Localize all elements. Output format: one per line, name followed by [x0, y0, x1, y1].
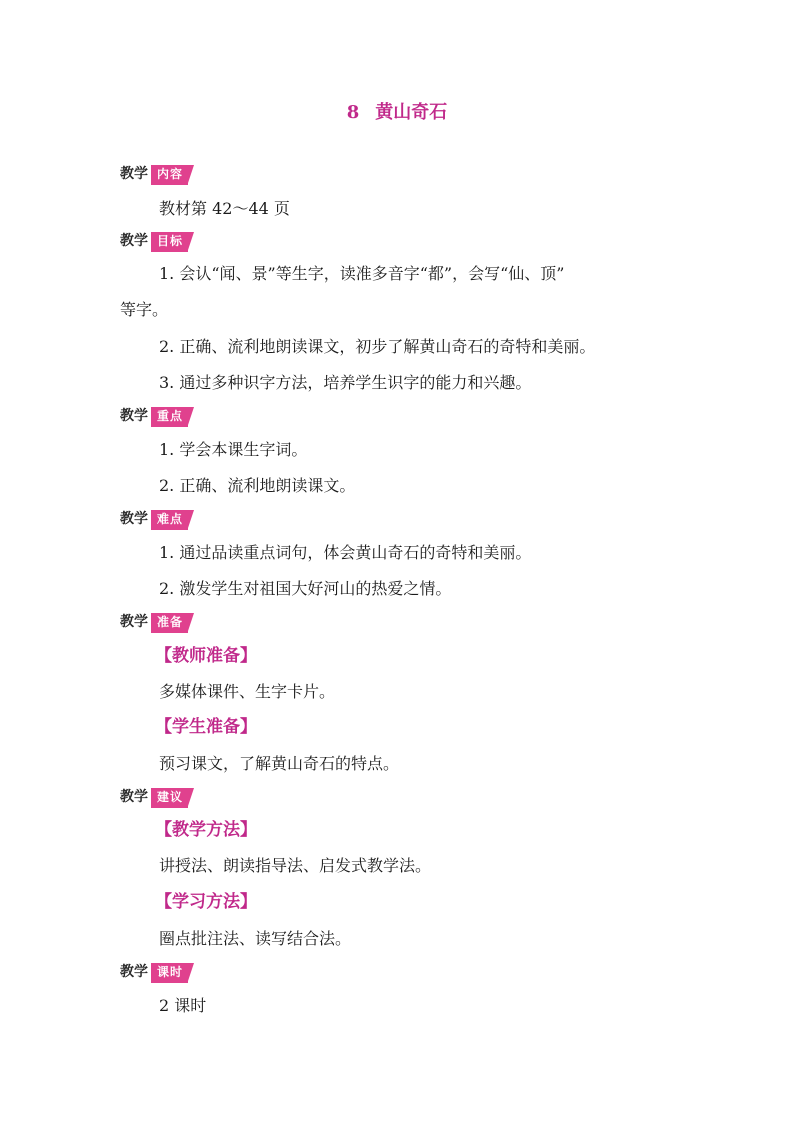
section-label-prepare [120, 611, 188, 633]
label-main: 教学 [120, 166, 148, 182]
label-tag: 准备 [151, 613, 188, 633]
label-main: 教学 [120, 789, 148, 805]
student-prep-text: 预习课文，了解黄山奇石的特点。 [159, 754, 400, 773]
label-tag: 难点 [151, 510, 188, 530]
learning-method-heading: 【学习方法】 [155, 892, 257, 912]
label-main: 教学 [120, 233, 148, 249]
label-tag: 建议 [151, 788, 188, 808]
difficult-line-2: 2. 激发学生对祖国大好河山的热爱之情。 [159, 579, 452, 598]
label-tag: 重点 [151, 407, 188, 427]
content-text: 教材第 42～44 页 [159, 199, 290, 218]
period-text: 2 课时 [159, 996, 207, 1015]
learning-method-text: 圈点批注法、读写结合法。 [159, 929, 352, 948]
key-line-1: 1. 学会本课生字词。 [159, 440, 308, 459]
label-main: 教学 [120, 408, 148, 424]
section-label-goals [120, 230, 188, 252]
label-main: 教学 [120, 614, 148, 630]
section-label-key [120, 405, 188, 427]
teaching-method-heading: 【教学方法】 [155, 820, 257, 840]
goal-line-1: 1. 会认“闻、景”等生字，读准多音字“都”，会写“仙、顶” [159, 264, 565, 283]
student-prep-heading: 【学生准备】 [155, 717, 257, 737]
section-label-period [120, 961, 188, 983]
section-label-content [120, 163, 188, 185]
label-tag: 内容 [151, 165, 188, 185]
lesson-number: 8 [346, 102, 360, 123]
lesson-name: 黄山奇石 [375, 102, 448, 123]
goal-line-2: 2. 正确、流利地朗读课文，初步了解黄山奇石的奇特和美丽。 [159, 337, 596, 356]
goal-line-3: 3. 通过多种识字方法，培养学生识字的能力和兴趣。 [159, 373, 532, 392]
key-line-2: 2. 正确、流利地朗读课文。 [159, 476, 356, 495]
teacher-prep-text: 多媒体课件、生字卡片。 [159, 682, 336, 701]
teacher-prep-heading: 【教师准备】 [155, 646, 257, 666]
label-main: 教学 [120, 964, 148, 980]
goal-line-1-cont: 等字。 [120, 300, 169, 319]
difficult-line-1: 1. 通过品读重点词句，体会黄山奇石的奇特和美丽。 [159, 543, 532, 562]
teaching-method-text: 讲授法、朗读指导法、启发式教学法。 [159, 856, 432, 875]
section-label-difficult [120, 508, 188, 530]
label-tag: 课时 [151, 963, 188, 983]
section-label-suggest [120, 786, 188, 808]
lesson-title [0, 98, 794, 124]
label-main: 教学 [120, 511, 148, 527]
label-tag: 目标 [151, 232, 188, 252]
